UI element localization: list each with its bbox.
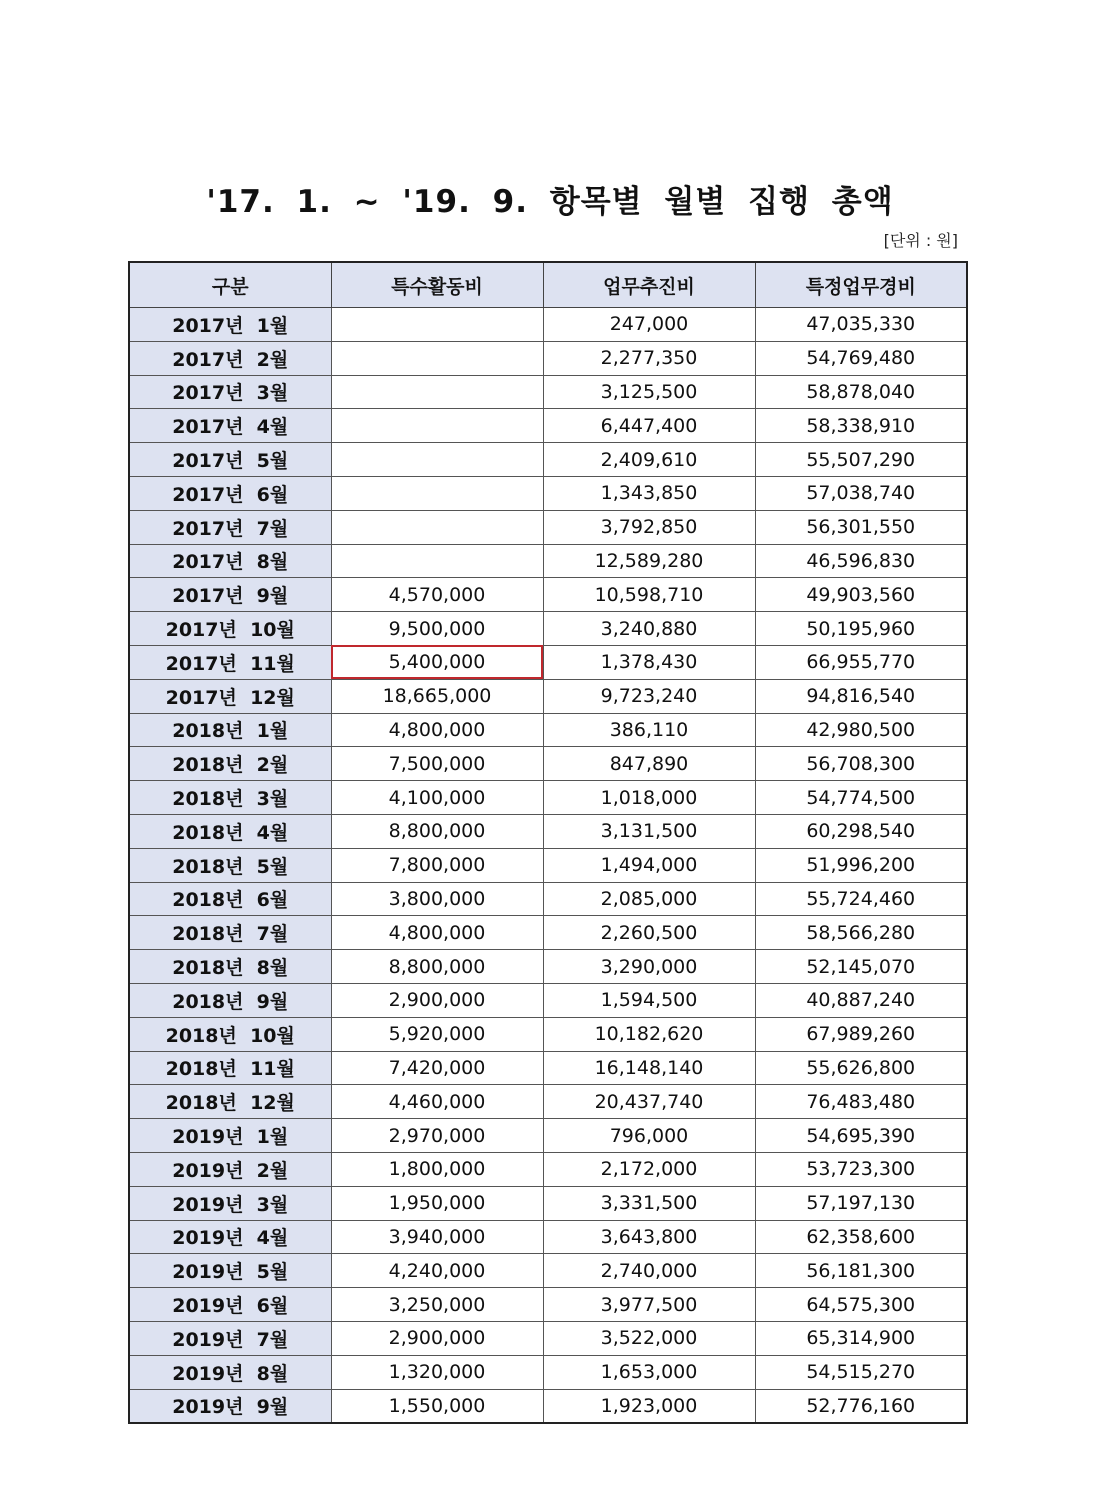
row-label: 2018년 2월 bbox=[129, 747, 331, 781]
table-row bbox=[129, 950, 967, 984]
specific-duty-value: 66,955,770 bbox=[755, 645, 967, 679]
special-activity-value: 5,920,000 bbox=[331, 1017, 543, 1051]
row-label: 2019년 8월 bbox=[129, 1355, 331, 1389]
special-activity-value bbox=[331, 409, 543, 443]
row-label: 2017년 9월 bbox=[129, 578, 331, 612]
special-activity-value: 4,570,000 bbox=[331, 578, 543, 612]
specific-duty-value: 58,878,040 bbox=[755, 375, 967, 409]
business-promotion-value: 2,085,000 bbox=[543, 882, 755, 916]
specific-duty-value: 56,181,300 bbox=[755, 1254, 967, 1288]
table-row bbox=[129, 1119, 967, 1153]
row-label: 2018년 6월 bbox=[129, 882, 331, 916]
page-title: '17. 1. ~ '19. 9. 항목별 월별 집행 총액 bbox=[206, 184, 894, 220]
table-body bbox=[129, 308, 967, 1424]
specific-duty-value: 58,566,280 bbox=[755, 916, 967, 950]
row-label: 2019년 2월 bbox=[129, 1152, 331, 1186]
business-promotion-value: 3,331,500 bbox=[543, 1186, 755, 1220]
table-row bbox=[129, 679, 967, 713]
row-label: 2018년 3월 bbox=[129, 781, 331, 815]
table-row bbox=[129, 510, 967, 544]
row-label: 2019년 9월 bbox=[129, 1389, 331, 1423]
row-label: 2018년 9월 bbox=[129, 983, 331, 1017]
specific-duty-value: 76,483,480 bbox=[755, 1085, 967, 1119]
business-promotion-value: 3,290,000 bbox=[543, 950, 755, 984]
business-promotion-value: 3,125,500 bbox=[543, 375, 755, 409]
row-label: 2017년 5월 bbox=[129, 443, 331, 477]
special-activity-value: 5,400,000 bbox=[331, 645, 543, 679]
table-row bbox=[129, 983, 967, 1017]
table-row bbox=[129, 645, 967, 679]
special-activity-value bbox=[331, 375, 543, 409]
specific-duty-value: 53,723,300 bbox=[755, 1152, 967, 1186]
special-activity-value: 4,800,000 bbox=[331, 713, 543, 747]
row-label: 2019년 5월 bbox=[129, 1254, 331, 1288]
business-promotion-value: 1,594,500 bbox=[543, 983, 755, 1017]
row-label: 2018년 7월 bbox=[129, 916, 331, 950]
row-label: 2017년 12월 bbox=[129, 679, 331, 713]
row-label: 2018년 4월 bbox=[129, 814, 331, 848]
specific-duty-value: 57,038,740 bbox=[755, 476, 967, 510]
table-row bbox=[129, 1321, 967, 1355]
business-promotion-value: 3,522,000 bbox=[543, 1321, 755, 1355]
specific-duty-value: 54,515,270 bbox=[755, 1355, 967, 1389]
row-label: 2017년 7월 bbox=[129, 510, 331, 544]
specific-duty-value: 47,035,330 bbox=[755, 308, 967, 342]
specific-duty-value: 58,338,910 bbox=[755, 409, 967, 443]
table-row bbox=[129, 375, 967, 409]
row-label: 2019년 7월 bbox=[129, 1321, 331, 1355]
specific-duty-value: 56,301,550 bbox=[755, 510, 967, 544]
special-activity-value: 2,970,000 bbox=[331, 1119, 543, 1153]
table-row bbox=[129, 1355, 967, 1389]
table-row bbox=[129, 409, 967, 443]
special-activity-value: 2,900,000 bbox=[331, 1321, 543, 1355]
specific-duty-value: 57,197,130 bbox=[755, 1186, 967, 1220]
special-activity-value: 1,800,000 bbox=[331, 1152, 543, 1186]
business-promotion-value: 2,409,610 bbox=[543, 443, 755, 477]
table-row bbox=[129, 781, 967, 815]
row-label: 2018년 12월 bbox=[129, 1085, 331, 1119]
row-label: 2017년 6월 bbox=[129, 476, 331, 510]
specific-duty-value: 52,776,160 bbox=[755, 1389, 967, 1423]
table-row bbox=[129, 1152, 967, 1186]
special-activity-value bbox=[331, 510, 543, 544]
special-activity-value bbox=[331, 443, 543, 477]
row-label: 2018년 5월 bbox=[129, 848, 331, 882]
business-promotion-value: 1,494,000 bbox=[543, 848, 755, 882]
table-row bbox=[129, 1254, 967, 1288]
business-promotion-value: 6,447,400 bbox=[543, 409, 755, 443]
special-activity-value: 4,460,000 bbox=[331, 1085, 543, 1119]
table-row bbox=[129, 713, 967, 747]
special-activity-value: 1,950,000 bbox=[331, 1186, 543, 1220]
header-specific-duty-expense: 특정업무경비 bbox=[755, 262, 967, 308]
header-business-promotion-expense: 업무추진비 bbox=[543, 262, 755, 308]
business-promotion-value: 247,000 bbox=[543, 308, 755, 342]
special-activity-value: 18,665,000 bbox=[331, 679, 543, 713]
specific-duty-value: 65,314,900 bbox=[755, 1321, 967, 1355]
specific-duty-value: 67,989,260 bbox=[755, 1017, 967, 1051]
row-label: 2017년 4월 bbox=[129, 409, 331, 443]
special-activity-value: 3,250,000 bbox=[331, 1288, 543, 1322]
business-promotion-value: 2,740,000 bbox=[543, 1254, 755, 1288]
table-row bbox=[129, 1085, 967, 1119]
row-label: 2018년 1월 bbox=[129, 713, 331, 747]
special-activity-value: 8,800,000 bbox=[331, 814, 543, 848]
special-activity-value: 4,100,000 bbox=[331, 781, 543, 815]
specific-duty-value: 55,507,290 bbox=[755, 443, 967, 477]
specific-duty-value: 94,816,540 bbox=[755, 679, 967, 713]
specific-duty-value: 54,774,500 bbox=[755, 781, 967, 815]
special-activity-value: 1,320,000 bbox=[331, 1355, 543, 1389]
business-promotion-value: 10,182,620 bbox=[543, 1017, 755, 1051]
table-row bbox=[129, 1389, 967, 1423]
special-activity-value: 7,500,000 bbox=[331, 747, 543, 781]
row-label: 2017년 1월 bbox=[129, 308, 331, 342]
specific-duty-value: 64,575,300 bbox=[755, 1288, 967, 1322]
business-promotion-value: 796,000 bbox=[543, 1119, 755, 1153]
header-category: 구분 bbox=[129, 262, 331, 308]
row-label: 2018년 11월 bbox=[129, 1051, 331, 1085]
special-activity-value: 9,500,000 bbox=[331, 612, 543, 646]
row-label: 2019년 4월 bbox=[129, 1220, 331, 1254]
business-promotion-value: 3,131,500 bbox=[543, 814, 755, 848]
business-promotion-value: 3,977,500 bbox=[543, 1288, 755, 1322]
specific-duty-value: 54,769,480 bbox=[755, 341, 967, 375]
specific-duty-value: 49,903,560 bbox=[755, 578, 967, 612]
table-row bbox=[129, 1051, 967, 1085]
business-promotion-value: 10,598,710 bbox=[543, 578, 755, 612]
specific-duty-value: 62,358,600 bbox=[755, 1220, 967, 1254]
table-row bbox=[129, 814, 967, 848]
specific-duty-value: 42,980,500 bbox=[755, 713, 967, 747]
business-promotion-value: 3,792,850 bbox=[543, 510, 755, 544]
unit-note: [단위 : 원] bbox=[883, 231, 958, 250]
business-promotion-value: 1,378,430 bbox=[543, 645, 755, 679]
business-promotion-value: 1,018,000 bbox=[543, 781, 755, 815]
special-activity-value: 2,900,000 bbox=[331, 983, 543, 1017]
specific-duty-value: 54,695,390 bbox=[755, 1119, 967, 1153]
business-promotion-value: 847,890 bbox=[543, 747, 755, 781]
special-activity-value: 4,800,000 bbox=[331, 916, 543, 950]
special-activity-value bbox=[331, 341, 543, 375]
header-special-activity-expense: 특수활동비 bbox=[331, 262, 543, 308]
business-promotion-value: 16,148,140 bbox=[543, 1051, 755, 1085]
special-activity-value: 7,800,000 bbox=[331, 848, 543, 882]
business-promotion-value: 2,260,500 bbox=[543, 916, 755, 950]
table-row bbox=[129, 476, 967, 510]
specific-duty-value: 50,195,960 bbox=[755, 612, 967, 646]
table-row bbox=[129, 341, 967, 375]
business-promotion-value: 2,277,350 bbox=[543, 341, 755, 375]
table-row bbox=[129, 1288, 967, 1322]
specific-duty-value: 55,724,460 bbox=[755, 882, 967, 916]
row-label: 2019년 3월 bbox=[129, 1186, 331, 1220]
table-row bbox=[129, 916, 967, 950]
table-row bbox=[129, 544, 967, 578]
special-activity-value: 7,420,000 bbox=[331, 1051, 543, 1085]
specific-duty-value: 40,887,240 bbox=[755, 983, 967, 1017]
row-label: 2017년 10월 bbox=[129, 612, 331, 646]
business-promotion-value: 1,343,850 bbox=[543, 476, 755, 510]
table-row bbox=[129, 848, 967, 882]
table-row bbox=[129, 1220, 967, 1254]
business-promotion-value: 1,653,000 bbox=[543, 1355, 755, 1389]
special-activity-value bbox=[331, 476, 543, 510]
table-row bbox=[129, 612, 967, 646]
row-label: 2019년 1월 bbox=[129, 1119, 331, 1153]
table-row bbox=[129, 578, 967, 612]
business-promotion-value: 3,643,800 bbox=[543, 1220, 755, 1254]
business-promotion-value: 2,172,000 bbox=[543, 1152, 755, 1186]
table-row bbox=[129, 882, 967, 916]
row-label: 2017년 11월 bbox=[129, 645, 331, 679]
row-label: 2017년 3월 bbox=[129, 375, 331, 409]
specific-duty-value: 46,596,830 bbox=[755, 544, 967, 578]
row-label: 2017년 2월 bbox=[129, 341, 331, 375]
specific-duty-value: 52,145,070 bbox=[755, 950, 967, 984]
special-activity-value bbox=[331, 544, 543, 578]
business-promotion-value: 20,437,740 bbox=[543, 1085, 755, 1119]
business-promotion-value: 12,589,280 bbox=[543, 544, 755, 578]
business-promotion-value: 1,923,000 bbox=[543, 1389, 755, 1423]
table-row bbox=[129, 443, 967, 477]
row-label: 2019년 6월 bbox=[129, 1288, 331, 1322]
table-row bbox=[129, 747, 967, 781]
business-promotion-value: 9,723,240 bbox=[543, 679, 755, 713]
business-promotion-value: 386,110 bbox=[543, 713, 755, 747]
table-header-row bbox=[129, 262, 967, 308]
special-activity-value bbox=[331, 308, 543, 342]
special-activity-value: 3,800,000 bbox=[331, 882, 543, 916]
row-label: 2018년 8월 bbox=[129, 950, 331, 984]
specific-duty-value: 60,298,540 bbox=[755, 814, 967, 848]
specific-duty-value: 56,708,300 bbox=[755, 747, 967, 781]
table-row bbox=[129, 308, 967, 342]
expenditure-table bbox=[128, 261, 968, 1424]
business-promotion-value: 3,240,880 bbox=[543, 612, 755, 646]
row-label: 2018년 10월 bbox=[129, 1017, 331, 1051]
specific-duty-value: 51,996,200 bbox=[755, 848, 967, 882]
table-row bbox=[129, 1186, 967, 1220]
special-activity-value: 3,940,000 bbox=[331, 1220, 543, 1254]
special-activity-value: 8,800,000 bbox=[331, 950, 543, 984]
specific-duty-value: 55,626,800 bbox=[755, 1051, 967, 1085]
table-row bbox=[129, 1017, 967, 1051]
special-activity-value: 1,550,000 bbox=[331, 1389, 543, 1423]
row-label: 2017년 8월 bbox=[129, 544, 331, 578]
special-activity-value: 4,240,000 bbox=[331, 1254, 543, 1288]
